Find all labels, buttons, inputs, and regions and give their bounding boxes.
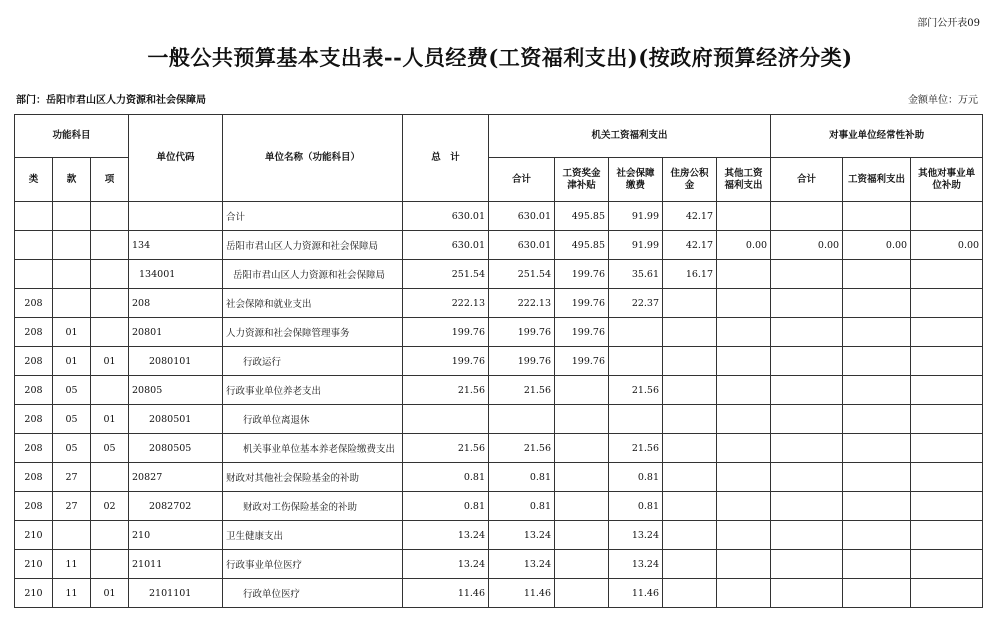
- inst-other-cell: [911, 347, 983, 376]
- total-cell: 251.54: [403, 260, 489, 289]
- org-social-cell: 13.24: [609, 550, 663, 579]
- inst-other-cell: [911, 463, 983, 492]
- org-social-header: 社会保障缴费: [609, 158, 663, 202]
- org-other-cell: [717, 260, 771, 289]
- lei-cell: [15, 260, 53, 289]
- table-row: [15, 405, 983, 434]
- inst-sum-header: 合计: [771, 158, 843, 202]
- org-sum-cell: 630.01: [489, 231, 555, 260]
- inst-other-header: 其他对事业单位补助: [911, 158, 983, 202]
- lei-cell: 208: [15, 347, 53, 376]
- total-cell: 199.76: [403, 347, 489, 376]
- org-housing-cell: 42.17: [663, 202, 717, 231]
- org-other-cell: [717, 289, 771, 318]
- org-social-cell: 0.81: [609, 492, 663, 521]
- org-sum-cell: 0.81: [489, 463, 555, 492]
- total-cell: 21.56: [403, 376, 489, 405]
- inst-other-cell: [911, 434, 983, 463]
- total-cell: 0.81: [403, 463, 489, 492]
- org-housing-cell: [663, 318, 717, 347]
- org-bonus-header: 工资奖金津补贴: [555, 158, 609, 202]
- kuan-cell: 05: [53, 405, 91, 434]
- org-housing-cell: [663, 579, 717, 608]
- org-social-cell: [609, 347, 663, 376]
- org-housing-cell: [663, 521, 717, 550]
- unit-name-cell: 机关事业单位基本养老保险缴费支出: [223, 434, 403, 463]
- inst-sum-cell: [771, 521, 843, 550]
- total-cell: 13.24: [403, 550, 489, 579]
- inst-subsidy-group-header: 对事业单位经常性补助: [771, 115, 983, 158]
- xiang-cell: [91, 318, 129, 347]
- lei-cell: [15, 202, 53, 231]
- lei-cell: 208: [15, 463, 53, 492]
- org-bonus-cell: [555, 521, 609, 550]
- inst-welfare-cell: [843, 579, 911, 608]
- kuan-cell: 11: [53, 550, 91, 579]
- xiang-cell: [91, 231, 129, 260]
- xiang-cell: [91, 521, 129, 550]
- budget-table: [14, 114, 983, 608]
- func-subject-header: 功能科目: [15, 115, 129, 158]
- org-bonus-cell: 199.76: [555, 289, 609, 318]
- org-housing-cell: 16.17: [663, 260, 717, 289]
- amount-unit-label: 金额单位：万元: [908, 95, 978, 106]
- inst-sum-cell: [771, 289, 843, 318]
- org-housing-cell: [663, 434, 717, 463]
- total-cell: 630.01: [403, 231, 489, 260]
- unit-name-cell: 岳阳市君山区人力资源和社会保障局: [223, 260, 403, 289]
- kuan-cell: 05: [53, 434, 91, 463]
- org-housing-cell: [663, 492, 717, 521]
- inst-welfare-cell: [843, 318, 911, 347]
- unit-name-cell: 行政事业单位养老支出: [223, 376, 403, 405]
- inst-other-cell: [911, 202, 983, 231]
- org-sum-cell: [489, 405, 555, 434]
- table-row: [15, 434, 983, 463]
- inst-other-cell: [911, 405, 983, 434]
- org-other-cell: [717, 347, 771, 376]
- org-social-cell: 11.46: [609, 579, 663, 608]
- unit-name-cell: 行政单位医疗: [223, 579, 403, 608]
- table-row: [15, 376, 983, 405]
- unit-code-cell: 134: [129, 231, 223, 260]
- org-other-cell: [717, 434, 771, 463]
- table-row: [15, 318, 983, 347]
- org-sum-cell: 0.81: [489, 492, 555, 521]
- inst-welfare-cell: [843, 289, 911, 318]
- unit-name-cell: 卫生健康支出: [223, 521, 403, 550]
- xiang-cell: [91, 202, 129, 231]
- inst-sum-cell: [771, 579, 843, 608]
- inst-other-cell: [911, 521, 983, 550]
- unit-code-cell: 2080101: [129, 347, 223, 376]
- org-other-cell: [717, 521, 771, 550]
- org-sum-cell: 251.54: [489, 260, 555, 289]
- inst-welfare-cell: [843, 260, 911, 289]
- kuan-cell: [53, 289, 91, 318]
- org-social-cell: [609, 318, 663, 347]
- kuan-cell: [53, 202, 91, 231]
- org-bonus-cell: [555, 550, 609, 579]
- inst-other-cell: [911, 260, 983, 289]
- kuan-cell: [53, 231, 91, 260]
- lei-header: 类: [15, 158, 53, 202]
- inst-other-cell: [911, 579, 983, 608]
- inst-sum-cell: [771, 260, 843, 289]
- table-body: [15, 202, 983, 608]
- org-housing-cell: [663, 347, 717, 376]
- unit-name-cell: 行政事业单位医疗: [223, 550, 403, 579]
- org-housing-cell: 42.17: [663, 231, 717, 260]
- inst-sum-cell: [771, 434, 843, 463]
- kuan-header: 款: [53, 158, 91, 202]
- xiang-cell: [91, 550, 129, 579]
- org-bonus-cell: [555, 376, 609, 405]
- inst-welfare-cell: 0.00: [843, 231, 911, 260]
- xiang-cell: [91, 289, 129, 318]
- inst-sum-cell: [771, 405, 843, 434]
- inst-welfare-cell: [843, 347, 911, 376]
- org-other-cell: [717, 202, 771, 231]
- org-sum-cell: 222.13: [489, 289, 555, 318]
- total-cell: 13.24: [403, 521, 489, 550]
- table-row: [15, 550, 983, 579]
- lei-cell: 210: [15, 550, 53, 579]
- org-other-cell: [717, 463, 771, 492]
- table-row: [15, 231, 983, 260]
- org-sum-header: 合计: [489, 158, 555, 202]
- org-bonus-cell: 495.85: [555, 202, 609, 231]
- lei-cell: 210: [15, 521, 53, 550]
- unit-code-cell: 2101101: [129, 579, 223, 608]
- unit-code-cell: 20827: [129, 463, 223, 492]
- unit-name-cell: 财政对工伤保险基金的补助: [223, 492, 403, 521]
- org-other-header: 其他工资福利支出: [717, 158, 771, 202]
- department-label: 部门：岳阳市君山区人力资源和社会保障局: [16, 95, 206, 106]
- org-social-cell: 91.99: [609, 231, 663, 260]
- inst-welfare-cell: [843, 376, 911, 405]
- inst-welfare-cell: [843, 492, 911, 521]
- unit-code-cell: 20805: [129, 376, 223, 405]
- org-bonus-cell: 199.76: [555, 318, 609, 347]
- lei-cell: 208: [15, 318, 53, 347]
- inst-other-cell: 0.00: [911, 231, 983, 260]
- unit-code-cell: 2080505: [129, 434, 223, 463]
- table-row: [15, 202, 983, 231]
- unit-name-cell: 人力资源和社会保障管理事务: [223, 318, 403, 347]
- inst-sum-cell: 0.00: [771, 231, 843, 260]
- org-sum-cell: 199.76: [489, 347, 555, 376]
- inst-welfare-cell: [843, 434, 911, 463]
- table-row: [15, 347, 983, 376]
- org-other-cell: [717, 550, 771, 579]
- total-header: 总 计: [403, 115, 489, 202]
- inst-sum-cell: [771, 318, 843, 347]
- unit-name-cell: 行政运行: [223, 347, 403, 376]
- unit-name-cell: 行政单位离退休: [223, 405, 403, 434]
- org-social-cell: 13.24: [609, 521, 663, 550]
- xiang-header: 项: [91, 158, 129, 202]
- table-row: [15, 463, 983, 492]
- inst-sum-cell: [771, 376, 843, 405]
- kuan-cell: 01: [53, 347, 91, 376]
- unit-code-cell: 2080501: [129, 405, 223, 434]
- inst-welfare-cell: [843, 202, 911, 231]
- xiang-cell: [91, 260, 129, 289]
- org-social-cell: 0.81: [609, 463, 663, 492]
- unit-name-cell: 合计: [223, 202, 403, 231]
- org-social-cell: 21.56: [609, 376, 663, 405]
- total-cell: 0.81: [403, 492, 489, 521]
- org-social-cell: 21.56: [609, 434, 663, 463]
- xiang-cell: 02: [91, 492, 129, 521]
- inst-other-cell: [911, 550, 983, 579]
- org-social-cell: 91.99: [609, 202, 663, 231]
- kuan-cell: 01: [53, 318, 91, 347]
- unit-code-cell: 20801: [129, 318, 223, 347]
- org-other-cell: [717, 405, 771, 434]
- org-housing-cell: [663, 289, 717, 318]
- lei-cell: 208: [15, 405, 53, 434]
- total-cell: 630.01: [403, 202, 489, 231]
- kuan-cell: 27: [53, 492, 91, 521]
- unit-code-header: 单位代码: [129, 115, 223, 202]
- xiang-cell: [91, 463, 129, 492]
- org-sum-cell: 199.76: [489, 318, 555, 347]
- kuan-cell: [53, 260, 91, 289]
- xiang-cell: 01: [91, 405, 129, 434]
- inst-other-cell: [911, 376, 983, 405]
- org-sum-cell: 13.24: [489, 521, 555, 550]
- inst-sum-cell: [771, 550, 843, 579]
- lei-cell: 208: [15, 289, 53, 318]
- org-social-cell: 35.61: [609, 260, 663, 289]
- lei-cell: 208: [15, 492, 53, 521]
- lei-cell: 208: [15, 376, 53, 405]
- org-sum-cell: 21.56: [489, 376, 555, 405]
- inst-sum-cell: [771, 463, 843, 492]
- unit-code-cell: [129, 202, 223, 231]
- unit-code-cell: 2082702: [129, 492, 223, 521]
- unit-name-cell: 社会保障和就业支出: [223, 289, 403, 318]
- total-cell: 11.46: [403, 579, 489, 608]
- table-row: [15, 521, 983, 550]
- org-housing-cell: [663, 463, 717, 492]
- org-other-cell: [717, 318, 771, 347]
- org-housing-header: 住房公积金: [663, 158, 717, 202]
- kuan-cell: 05: [53, 376, 91, 405]
- org-bonus-cell: 199.76: [555, 260, 609, 289]
- inst-sum-cell: [771, 347, 843, 376]
- org-social-cell: [609, 405, 663, 434]
- total-cell: 199.76: [403, 318, 489, 347]
- org-bonus-cell: [555, 463, 609, 492]
- inst-welfare-header: 工资福利支出: [843, 158, 911, 202]
- org-bonus-cell: [555, 579, 609, 608]
- total-cell: 21.56: [403, 434, 489, 463]
- inst-sum-cell: [771, 492, 843, 521]
- inst-welfare-cell: [843, 550, 911, 579]
- org-bonus-cell: [555, 492, 609, 521]
- page-title: 一般公共预算基本支出表--人员经费(工资福利支出)(按政府预算经济分类): [147, 45, 853, 70]
- org-housing-cell: [663, 550, 717, 579]
- inst-welfare-cell: [843, 521, 911, 550]
- kuan-cell: 27: [53, 463, 91, 492]
- table-row: [15, 579, 983, 608]
- org-other-cell: [717, 492, 771, 521]
- org-bonus-cell: 495.85: [555, 231, 609, 260]
- unit-name-cell: 财政对其他社会保险基金的补助: [223, 463, 403, 492]
- org-social-cell: 22.37: [609, 289, 663, 318]
- inst-other-cell: [911, 492, 983, 521]
- table-row: [15, 260, 983, 289]
- xiang-cell: [91, 376, 129, 405]
- unit-code-cell: 134001: [129, 260, 223, 289]
- org-bonus-cell: [555, 434, 609, 463]
- kuan-cell: 11: [53, 579, 91, 608]
- org-welfare-group-header: 机关工资福利支出: [489, 115, 771, 158]
- unit-code-cell: 208: [129, 289, 223, 318]
- org-sum-cell: 11.46: [489, 579, 555, 608]
- lei-cell: 208: [15, 434, 53, 463]
- total-cell: 222.13: [403, 289, 489, 318]
- lei-cell: 210: [15, 579, 53, 608]
- xiang-cell: 05: [91, 434, 129, 463]
- org-sum-cell: 630.01: [489, 202, 555, 231]
- table-row: [15, 492, 983, 521]
- inst-other-cell: [911, 318, 983, 347]
- inst-other-cell: [911, 289, 983, 318]
- lei-cell: [15, 231, 53, 260]
- kuan-cell: [53, 521, 91, 550]
- xiang-cell: 01: [91, 579, 129, 608]
- inst-welfare-cell: [843, 463, 911, 492]
- org-other-cell: [717, 376, 771, 405]
- unit-code-cell: 21011: [129, 550, 223, 579]
- org-sum-cell: 13.24: [489, 550, 555, 579]
- org-housing-cell: [663, 405, 717, 434]
- inst-welfare-cell: [843, 405, 911, 434]
- org-bonus-cell: 199.76: [555, 347, 609, 376]
- table-number: 部门公开表09: [917, 18, 980, 29]
- unit-name-header: 单位名称（功能科目）: [223, 115, 403, 202]
- inst-sum-cell: [771, 202, 843, 231]
- org-other-cell: 0.00: [717, 231, 771, 260]
- unit-name-cell: 岳阳市君山区人力资源和社会保障局: [223, 231, 403, 260]
- org-sum-cell: 21.56: [489, 434, 555, 463]
- org-other-cell: [717, 579, 771, 608]
- xiang-cell: 01: [91, 347, 129, 376]
- table-row: [15, 289, 983, 318]
- org-bonus-cell: [555, 405, 609, 434]
- total-cell: [403, 405, 489, 434]
- unit-code-cell: 210: [129, 521, 223, 550]
- org-housing-cell: [663, 376, 717, 405]
